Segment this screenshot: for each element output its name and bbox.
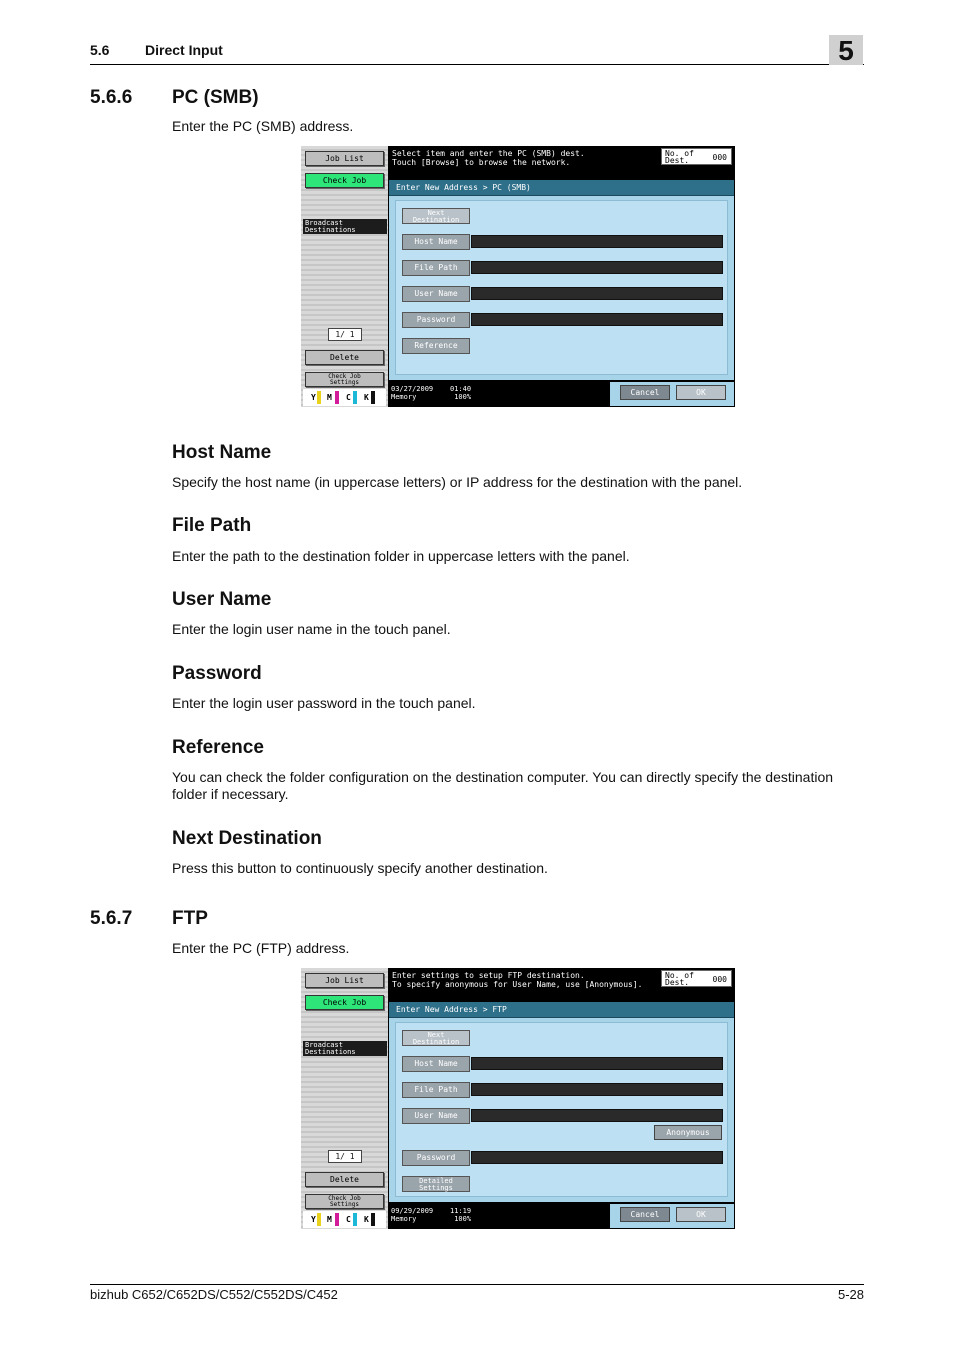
next-destination-text: Press this button to continuously specify another destination.	[172, 860, 548, 876]
destination-counter	[661, 148, 732, 165]
footer-page-number: 5-28	[837, 1287, 864, 1302]
next-destination-button[interactable]: Next Destination	[402, 208, 470, 224]
counter-value: 000	[712, 975, 727, 984]
panel-message: Enter settings to setup FTP destination. To specify anonymous for User Name, use [Anonymous].	[392, 971, 643, 989]
left-panel	[301, 968, 388, 1229]
toner-label-c: C	[346, 1215, 351, 1224]
job-list-button[interactable]: Job List	[305, 973, 384, 988]
section-intro-ftp: Enter the PC (FTP) address.	[172, 940, 350, 956]
form-area	[395, 200, 728, 375]
next-destination-heading: Next Destination	[172, 828, 322, 849]
reference-button[interactable]: Reference	[402, 338, 470, 354]
user-name-field[interactable]	[471, 1109, 723, 1122]
chapter-number-badge: 5	[829, 35, 863, 65]
password-button[interactable]: Password	[402, 1150, 470, 1166]
toner-label-y: Y	[311, 1215, 316, 1224]
action-bar	[610, 1204, 734, 1228]
footer-divider	[90, 1284, 864, 1285]
check-job-settings-button[interactable]: Check Job Settings	[305, 1194, 384, 1209]
panel-message: Select item and enter the PC (SMB) dest. Touch [Browse] to browse the network.	[392, 149, 585, 167]
header-section-number: 5.6	[90, 42, 110, 58]
delete-button[interactable]: Delete	[305, 1172, 384, 1187]
password-heading: Password	[172, 663, 262, 684]
footer-model: bizhub C652/C652DS/C552/C552DS/C452	[90, 1287, 338, 1302]
destination-counter	[661, 970, 732, 987]
section-number: 5.6.6	[90, 87, 133, 108]
toner-bar-cyan	[353, 391, 357, 404]
toner-bar-yellow	[317, 391, 321, 404]
broadcast-destinations-label: Broadcast Destinations	[303, 1041, 387, 1056]
file-path-button[interactable]: File Path	[402, 1082, 470, 1098]
smb-panel-screenshot	[301, 146, 735, 407]
check-job-settings-button[interactable]: Check Job Settings	[305, 372, 384, 387]
toner-label-m: M	[327, 1215, 332, 1224]
check-job-button[interactable]: Check Job	[305, 995, 384, 1010]
breadcrumb: Enter New Address > FTP	[389, 1002, 734, 1018]
file-path-field[interactable]	[471, 1083, 723, 1096]
header-divider	[90, 64, 864, 65]
section-title: PC (SMB)	[172, 87, 259, 108]
file-path-field[interactable]	[471, 261, 723, 274]
left-panel	[301, 146, 388, 407]
counter-label: No. of Dest.	[665, 971, 694, 987]
cancel-button[interactable]: Cancel	[620, 385, 670, 400]
toner-bar-yellow	[317, 1213, 321, 1226]
host-name-heading: Host Name	[172, 442, 272, 463]
cancel-button[interactable]: Cancel	[620, 1207, 670, 1222]
user-name-text: Enter the login user name in the touch panel.	[172, 621, 451, 637]
reference-heading: Reference	[172, 737, 264, 758]
file-path-heading: File Path	[172, 515, 252, 536]
section-title-ftp: FTP	[172, 908, 208, 929]
anonymous-button[interactable]: Anonymous	[654, 1125, 722, 1140]
counter-value: 000	[712, 153, 727, 162]
toner-levels	[303, 1211, 386, 1228]
date-memory-status: 03/27/2009 01:40 Memory 100%	[391, 385, 472, 401]
host-name-field[interactable]	[471, 1057, 723, 1070]
check-job-button[interactable]: Check Job	[305, 173, 384, 188]
header-section-title: Direct Input	[145, 42, 223, 58]
delete-button[interactable]: Delete	[305, 350, 384, 365]
date-memory-status: 09/29/2009 11:19 Memory 100%	[391, 1207, 472, 1223]
toner-bar-black	[371, 1213, 375, 1226]
section-intro: Enter the PC (SMB) address.	[172, 118, 354, 134]
main-area	[389, 180, 734, 380]
toner-label-c: C	[346, 393, 351, 402]
toner-label-k: K	[364, 1215, 369, 1224]
reference-text: You can check the folder configuration on the destination computer. You can directly specify the destination folder if necessary.	[172, 769, 834, 802]
toner-levels	[303, 389, 386, 406]
user-name-field[interactable]	[471, 287, 723, 300]
host-name-field[interactable]	[471, 235, 723, 248]
toner-bar-cyan	[353, 1213, 357, 1226]
user-name-button[interactable]: User Name	[402, 1108, 470, 1124]
password-button[interactable]: Password	[402, 312, 470, 328]
breadcrumb: Enter New Address > PC (SMB)	[389, 180, 734, 196]
section-number-ftp: 5.6.7	[90, 908, 133, 929]
password-field[interactable]	[471, 313, 723, 326]
toner-bar-magenta	[335, 1213, 339, 1226]
host-name-button[interactable]: Host Name	[402, 234, 470, 250]
counter-label: No. of Dest.	[665, 149, 694, 165]
page-indicator: 1/ 1	[328, 328, 362, 341]
action-bar	[610, 382, 734, 406]
main-area	[389, 1002, 734, 1202]
user-name-button[interactable]: User Name	[402, 286, 470, 302]
ok-button[interactable]: OK	[676, 1207, 726, 1222]
broadcast-destinations-label: Broadcast Destinations	[303, 219, 387, 234]
toner-bar-black	[371, 391, 375, 404]
file-path-button[interactable]: File Path	[402, 260, 470, 276]
next-destination-button[interactable]: Next Destination	[402, 1030, 470, 1046]
form-area	[395, 1022, 728, 1197]
toner-label-m: M	[327, 393, 332, 402]
page-indicator: 1/ 1	[328, 1150, 362, 1163]
user-name-heading: User Name	[172, 589, 272, 610]
password-field[interactable]	[471, 1151, 723, 1164]
host-name-text: Specify the host name (in uppercase letters) or IP address for the destination with the panel.	[172, 474, 743, 490]
file-path-text: Enter the path to the destination folder in uppercase letters with the panel.	[172, 548, 630, 564]
ftp-panel-screenshot	[301, 968, 735, 1229]
toner-bar-magenta	[335, 391, 339, 404]
toner-label-y: Y	[311, 393, 316, 402]
password-text: Enter the login user password in the touch panel.	[172, 695, 476, 711]
toner-label-k: K	[364, 393, 369, 402]
ok-button[interactable]: OK	[676, 385, 726, 400]
job-list-button[interactable]: Job List	[305, 151, 384, 166]
host-name-button[interactable]: Host Name	[402, 1056, 470, 1072]
detailed-settings-button[interactable]: Detailed Settings	[402, 1176, 470, 1192]
